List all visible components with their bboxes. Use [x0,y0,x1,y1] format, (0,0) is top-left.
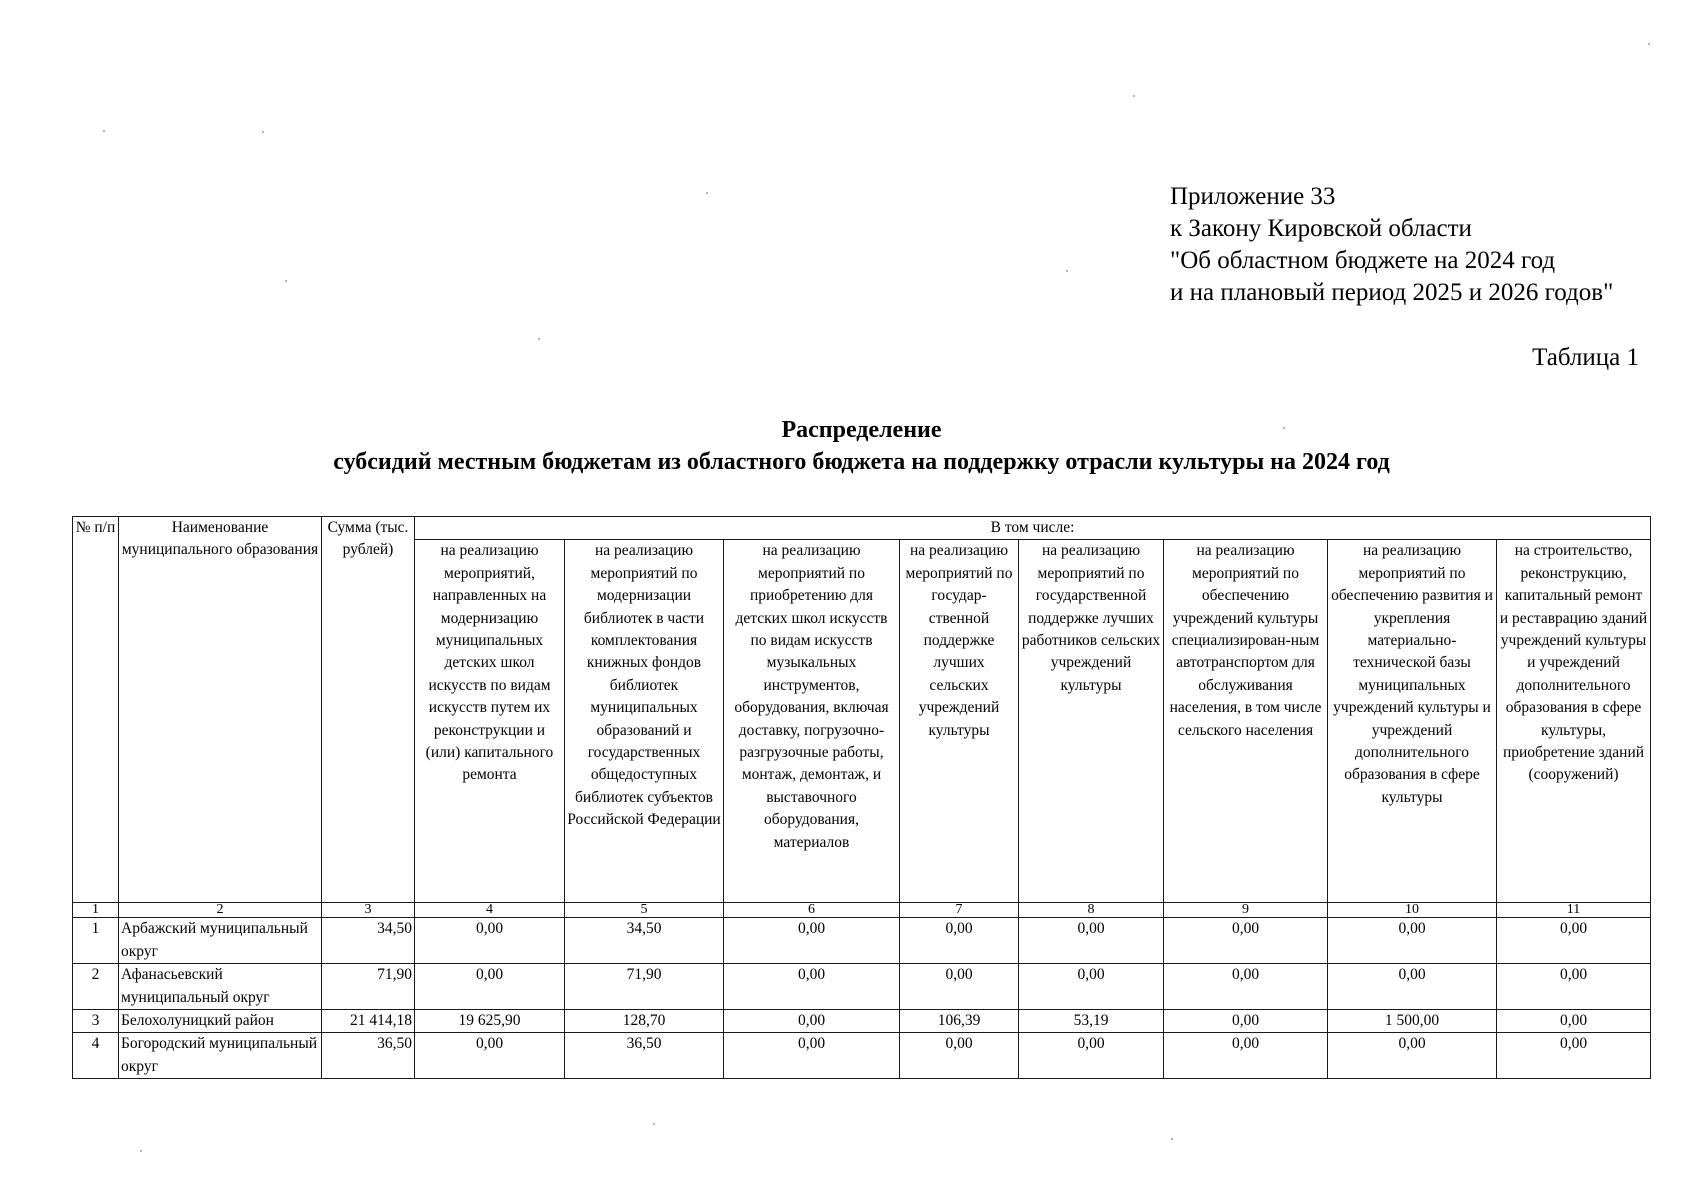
column-number: 4 [415,903,565,918]
amount-cell: 0,00 [1164,964,1328,1010]
title-line-1: Распределение [781,417,942,443]
amount-cell: 0,00 [1497,1010,1651,1033]
amount-cell: 53,19 [1019,1010,1164,1033]
title-line-2: субсидий местным бюджетам из областного бюджета на поддержку отрасли культуры на 2024 год [333,449,1390,475]
column-number: 2 [119,903,322,918]
subsidy-table [72,516,1651,1079]
municipality-name: Белохолуницкий район [119,1010,322,1033]
amount-cell: 0,00 [1164,918,1328,964]
column-number: 10 [1328,903,1497,918]
scan-speck [285,280,287,282]
document-title [0,414,1681,478]
amount-cell: 0,00 [724,1033,900,1079]
amount-cell: 34,50 [565,918,724,964]
column-number: 5 [565,903,724,918]
scan-speck [1133,95,1135,97]
subheader-cell: на реализацию мероприятий, направленных на модернизацию муниципальных детских школ искусств по видам искусств путем их реконструкции и (или) капитального ремонта [415,540,565,903]
header-row [73,517,1651,540]
scan-speck [538,338,540,340]
amount-cell: 36,50 [565,1033,724,1079]
row-number: 2 [73,964,119,1010]
amount-cell: 0,00 [1164,1033,1328,1079]
scan-speck [103,130,105,132]
municipality-name: Афанасьевский муниципальный округ [119,964,322,1010]
amount-cell: 1 500,00 [1328,1010,1497,1033]
table-row [73,1033,1651,1079]
amount-cell: 0,00 [1019,1033,1164,1079]
header-no: № п/п [73,517,119,903]
header-sum: Сумма (тыс. рублей) [322,517,415,903]
table-row [73,964,1651,1010]
appendix-line: Приложение 33 [1170,183,1336,210]
column-number: 9 [1164,903,1328,918]
total-sum: 71,90 [322,964,415,1010]
amount-cell: 0,00 [1497,964,1651,1010]
amount-cell: 19 625,90 [415,1010,565,1033]
amount-cell: 128,70 [565,1010,724,1033]
municipality-name: Богородский муниципальный округ [119,1033,322,1079]
amount-cell: 0,00 [724,964,900,1010]
amount-cell: 0,00 [415,964,565,1010]
subheader-cell: на реализацию мероприятий по обеспечению развития и укрепления материально-технической базы муниципальных учреждений культуры и учреждений дополнительного образования в сфере культуры [1328,540,1497,903]
row-number: 4 [73,1033,119,1079]
subheader-cell: на реализацию мероприятий по модернизации библиотек в части комплектования книжных фондов библиотек муниципальных образований и государственных общедоступных библиотек субъектов Российской Федерации [565,540,724,903]
amount-cell: 0,00 [1497,918,1651,964]
scan-speck [706,192,708,194]
amount-cell: 106,39 [900,1010,1019,1033]
row-number: 3 [73,1010,119,1033]
table-row [73,918,1651,964]
row-number: 1 [73,918,119,964]
appendix-reference [1170,181,1613,309]
amount-cell: 0,00 [1328,964,1497,1010]
amount-cell: 0,00 [415,918,565,964]
scan-speck [262,131,264,133]
header-name: Наименование муниципального образования [119,517,322,903]
amount-cell: 0,00 [1164,1010,1328,1033]
amount-cell: 0,00 [1328,918,1497,964]
appendix-line: и на плановый период 2025 и 2026 годов" [1170,279,1614,306]
subheader-cell: на реализацию мероприятий по государ-ственной поддержке лучших сельских учреждений культуры [900,540,1019,903]
header-group: В том числе: [415,517,1651,540]
municipality-name: Арбажский муниципальный округ [119,918,322,964]
subheader-cell: на реализацию мероприятий по обеспечению учреждений культуры специализирован-ным автотранспортом для обслуживания населения, в том числе сельского населения [1164,540,1328,903]
amount-cell: 0,00 [1497,1033,1651,1079]
column-number: 8 [1019,903,1164,918]
amount-cell: 0,00 [415,1033,565,1079]
column-number: 6 [724,903,900,918]
appendix-line: "Об областном бюджете на 2024 год [1170,247,1556,274]
amount-cell: 0,00 [900,918,1019,964]
scan-speck [1066,270,1068,272]
table-label: Таблица 1 [1532,344,1639,371]
table-row [73,1010,1651,1033]
amount-cell: 0,00 [1019,964,1164,1010]
column-number: 7 [900,903,1019,918]
amount-cell: 0,00 [1019,918,1164,964]
subheader-cell: на реализацию мероприятий по приобретению для детских школ искусств по видам искусств музыкальных инструментов, оборудования, включая доставку, погрузочно-разгрузочные работы, монтаж, демонтаж, и выставочного оборудования, материалов [724,540,900,903]
amount-cell: 0,00 [900,1033,1019,1079]
scan-speck [1171,1138,1173,1140]
column-number-row [73,903,1651,918]
subheader-cell: на строительство, реконструкцию, капитальный ремонт и реставрацию зданий учреждений культуры и учреждений дополнительного образования в сфере культуры, приобретение зданий (сооружений) [1497,540,1651,903]
scan-speck [653,1123,655,1125]
total-sum: 36,50 [322,1033,415,1079]
total-sum: 34,50 [322,918,415,964]
amount-cell: 0,00 [724,918,900,964]
amount-cell: 0,00 [900,964,1019,1010]
amount-cell: 0,00 [724,1010,900,1033]
column-number: 3 [322,903,415,918]
total-sum: 21 414,18 [322,1010,415,1033]
appendix-line: к Закону Кировской области [1170,215,1472,242]
scan-speck [1648,43,1650,45]
scan-speck [140,1150,142,1152]
amount-cell: 71,90 [565,964,724,1010]
column-number: 1 [73,903,119,918]
subheader-cell: на реализацию мероприятий по государственной поддержке лучших работников сельских учреждений культуры [1019,540,1164,903]
column-number: 11 [1497,903,1651,918]
amount-cell: 0,00 [1328,1033,1497,1079]
